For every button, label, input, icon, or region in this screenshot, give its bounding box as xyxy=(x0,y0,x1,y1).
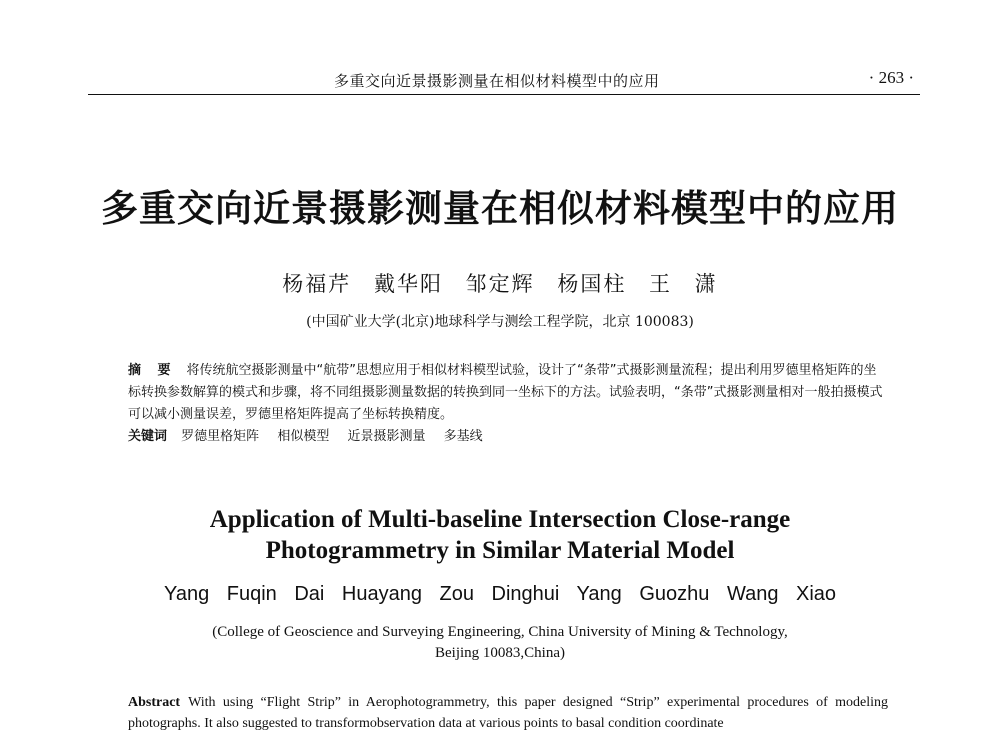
english-affiliation-line: Beijing 10083,China) xyxy=(435,645,565,661)
english-title xyxy=(0,504,1000,566)
english-affiliation-line: (College of Geoscience and Surveying Engineering, China University of Mining & Technology, xyxy=(212,624,788,640)
english-abstract-label: Abstract xyxy=(128,695,181,710)
keyword: 相似模型 xyxy=(277,429,330,444)
english-title-line: Application of Multi-baseline Intersection Close-range xyxy=(209,506,791,533)
english-affiliation xyxy=(150,622,850,664)
chinese-abstract-text: 将传统航空摄影测量中“航带”思想应用于相似材料模型试验，设计了“条带”式摄影测量流程；提出利用罗德里格矩阵的坐标转换参数解算的模式和步骤，将不同组摄影测量数据的转换到同一坐标下的方法。试验表明，“条带”式摄影测量相对一般拍摄模式可以减小测量误差，罗德里格矩阵提高了坐标转换精度。 xyxy=(128,363,883,422)
chinese-keywords-label: 关键词 xyxy=(128,429,168,444)
keyword: 近景摄影测量 xyxy=(347,429,426,444)
chinese-abstract-label: 摘 要 xyxy=(128,363,177,378)
chinese-keywords xyxy=(128,426,888,448)
page-number: · 263 · xyxy=(868,68,914,87)
keyword: 多基线 xyxy=(443,429,483,444)
keyword: 罗德里格矩阵 xyxy=(181,429,260,444)
english-authors: Yang Fuqin Dai Huayang Zou Dinghui Yang Guozhu Wang Xiao xyxy=(163,583,837,605)
chinese-abstract xyxy=(128,360,888,448)
chinese-authors: 杨福芹 戴华阳 邹定辉 杨国柱 王 潇 xyxy=(282,272,718,296)
running-title: 多重交向近景摄影测量在相似材料模型中的应用 xyxy=(334,72,660,90)
english-abstract xyxy=(128,692,888,734)
english-abstract-text: With using “Flight Strip” in Aerophotogrammetry, this paper designed “Strip” experimental procedures of modeling photographs. It also suggested to transformobservation data at various points to basal condition coordinate xyxy=(128,695,888,731)
chinese-title: 多重交向近景摄影测量在相似材料模型中的应用 xyxy=(101,186,899,230)
chinese-affiliation: (中国矿业大学(北京)地球科学与测绘工程学院，北京 100083) xyxy=(306,314,694,330)
running-header xyxy=(88,62,920,95)
chinese-abstract-body xyxy=(128,360,888,426)
english-title-line: Photogrammetry in Similar Material Model xyxy=(265,537,735,564)
